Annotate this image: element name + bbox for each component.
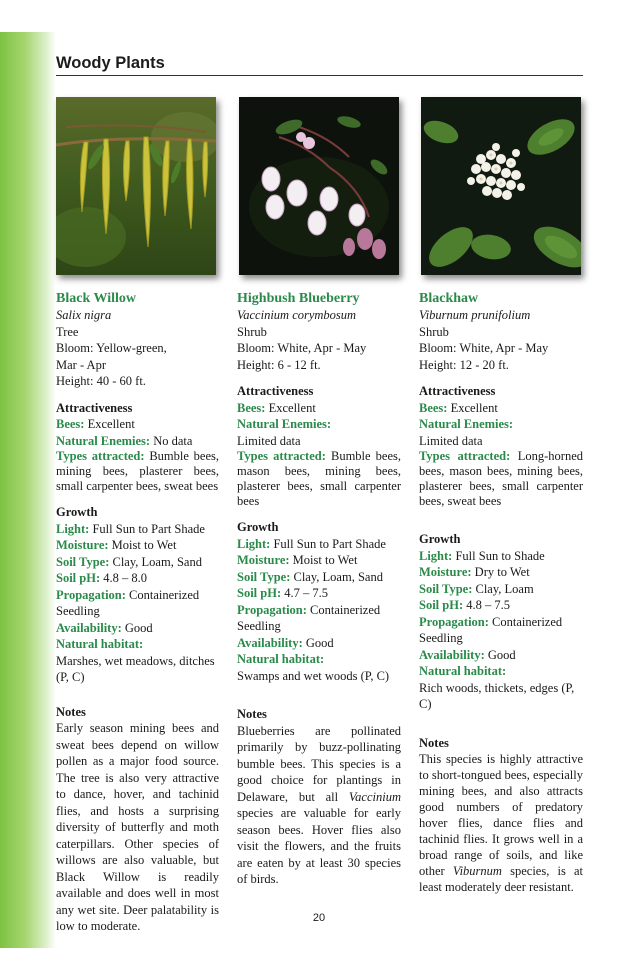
soil-ph-row bbox=[56, 570, 219, 587]
attractiveness-heading: Attractiveness bbox=[237, 384, 314, 398]
propagation-value: Containerized Seedling bbox=[56, 587, 200, 618]
light-label: Light: bbox=[237, 536, 271, 551]
moisture-label: Moisture: bbox=[237, 553, 290, 567]
soil-ph-value: 4.8 – 7.5 bbox=[466, 598, 510, 612]
light-row bbox=[56, 521, 219, 538]
green-side-band bbox=[0, 32, 56, 948]
soil-ph-row bbox=[419, 597, 583, 614]
soil-type-label: Soil Type: bbox=[237, 569, 291, 584]
moisture-value: Moist to Wet bbox=[111, 538, 177, 552]
availability-row bbox=[419, 647, 583, 664]
habitat-value: Swamps and wet woods (P, C) bbox=[237, 668, 390, 683]
propagation-label: Propagation: bbox=[56, 587, 126, 602]
plant-bloom-months: Mar - Apr bbox=[56, 357, 106, 372]
habitat-label: Natural habitat: bbox=[237, 652, 325, 666]
availability-label: Availability: bbox=[56, 620, 122, 635]
notes-genus: Viburnum bbox=[452, 864, 502, 878]
moisture-row bbox=[419, 564, 583, 581]
soil-type-value: Clay, Loam, Sand bbox=[293, 569, 383, 584]
black-willow-column bbox=[56, 290, 219, 935]
types-value: Bumble bees, mason bees, mining bees, plasterer bees, small carpenter bees bbox=[237, 449, 402, 508]
habitat-label: Natural habitat: bbox=[56, 637, 144, 651]
plant-type: Shrub bbox=[419, 324, 449, 339]
notes-heading: Notes bbox=[419, 735, 449, 750]
notes-text bbox=[237, 723, 401, 888]
soil-type-row bbox=[237, 569, 401, 586]
moisture-label: Moisture: bbox=[419, 565, 472, 579]
enemies-value: Limited data bbox=[237, 433, 301, 448]
plant-common-name: Black Willow bbox=[56, 291, 137, 306]
habitat-value: Marshes, wet meadows, ditches (P, C) bbox=[56, 653, 215, 684]
soil-ph-label: Soil pH: bbox=[237, 586, 282, 600]
moisture-value: Moist to Wet bbox=[292, 553, 358, 567]
propagation-row bbox=[419, 614, 583, 647]
soil-type-value: Clay, Loam bbox=[475, 581, 534, 596]
plant-height: Height: 40 - 60 ft. bbox=[56, 374, 146, 388]
blackhaw-column bbox=[419, 290, 583, 895]
page-header bbox=[56, 54, 583, 76]
propagation-row bbox=[237, 602, 401, 635]
types-label: Types attracted: bbox=[56, 449, 145, 463]
plant-bloom: Bloom: White, Apr - May bbox=[237, 341, 367, 355]
highbush-blueberry-photo bbox=[239, 97, 399, 275]
notes-text-part2: species, is at least moderately deer resistant. bbox=[419, 864, 584, 894]
bees-label: Bees: bbox=[237, 400, 266, 415]
types-row bbox=[419, 449, 583, 509]
enemies-value: Limited data bbox=[419, 433, 483, 448]
light-label: Light: bbox=[56, 521, 90, 536]
plant-scientific-name: Salix nigra bbox=[56, 308, 112, 322]
soil-type-label: Soil Type: bbox=[419, 581, 473, 596]
plant-bloom: Bloom: White, Apr - May bbox=[419, 341, 549, 355]
blackhaw-photo bbox=[421, 97, 581, 275]
soil-type-row bbox=[56, 554, 219, 571]
blueberry-flowers-image bbox=[239, 97, 399, 275]
attractiveness-heading: Attractiveness bbox=[56, 400, 133, 415]
enemies-label: Natural Enemies: bbox=[237, 417, 332, 431]
plant-common-name: Blackhaw bbox=[419, 291, 479, 306]
bees-value: Excellent bbox=[268, 400, 316, 415]
bees-row bbox=[237, 400, 401, 417]
availability-value: Good bbox=[487, 647, 516, 662]
availability-value: Good bbox=[124, 620, 153, 635]
plant-scientific-name: Viburnum prunifolium bbox=[419, 308, 531, 322]
moisture-row bbox=[237, 552, 401, 569]
plant-common-name: Highbush Blueberry bbox=[237, 291, 360, 306]
moisture-label: Moisture: bbox=[56, 538, 109, 552]
soil-type-label: Soil Type: bbox=[56, 554, 110, 569]
light-row bbox=[419, 548, 583, 565]
light-value: Full Sun to Shade bbox=[455, 548, 545, 563]
growth-heading: Growth bbox=[237, 520, 279, 534]
highbush-blueberry-column bbox=[237, 290, 401, 888]
soil-ph-value: 4.8 – 8.0 bbox=[103, 571, 147, 585]
bees-label: Bees: bbox=[56, 417, 85, 431]
availability-value: Good bbox=[305, 635, 334, 650]
types-label: Types attracted: bbox=[419, 449, 511, 463]
soil-type-row bbox=[419, 581, 583, 598]
growth-heading: Growth bbox=[419, 532, 461, 546]
plant-type: Tree bbox=[56, 324, 79, 339]
bees-row bbox=[56, 416, 219, 433]
propagation-label: Propagation: bbox=[419, 614, 489, 629]
notes-text-part1: Blueberries are pollinated primarily by buzz-pollinating bumble bees. This species is a good choice for plantings in Delaware, but all bbox=[237, 723, 401, 804]
light-value: Full Sun to Part Shade bbox=[273, 536, 386, 551]
propagation-label: Propagation: bbox=[237, 602, 307, 617]
soil-ph-label: Soil pH: bbox=[56, 571, 101, 585]
plant-scientific-name: Vaccinium corymbosum bbox=[237, 308, 357, 322]
habitat-value: Rich woods, thickets, edges (P, C) bbox=[419, 680, 575, 711]
willow-catkins-image bbox=[56, 97, 216, 275]
availability-row bbox=[56, 620, 219, 637]
notes-text bbox=[419, 751, 583, 895]
soil-ph-row bbox=[237, 585, 401, 602]
soil-ph-value: 4.7 – 7.5 bbox=[284, 586, 328, 600]
notes-text: Early season mining bees and sweat bees depend on willow pollen as a major food source. The tree is also very attractive to dance, hover, and tachinid flies, and hosts a surprising diversity of butterfly and moth caterpillars. Other species of willows are also valuable, but Black Willow is readily available and does well in most any wet site. Deer palatability is low to moderate. bbox=[56, 721, 219, 933]
notes-heading: Notes bbox=[56, 704, 86, 719]
plant-type: Shrub bbox=[237, 324, 267, 339]
blackhaw-flowers-image bbox=[421, 97, 581, 275]
types-row bbox=[56, 449, 219, 494]
propagation-value: Containerized Seedling bbox=[237, 602, 381, 633]
page-number: 20 bbox=[312, 912, 326, 924]
light-value: Full Sun to Part Shade bbox=[92, 521, 205, 536]
enemies-row bbox=[56, 433, 219, 450]
moisture-value: Dry to Wet bbox=[474, 565, 530, 579]
enemies-value: No data bbox=[153, 433, 193, 448]
habitat-label: Natural habitat: bbox=[419, 664, 507, 678]
plant-bloom: Bloom: Yellow-green, bbox=[56, 341, 167, 355]
plant-height: Height: 6 - 12 ft. bbox=[237, 357, 321, 372]
notes-heading: Notes bbox=[237, 707, 267, 721]
moisture-row bbox=[56, 537, 219, 554]
growth-heading: Growth bbox=[56, 505, 98, 519]
light-label: Light: bbox=[419, 548, 453, 563]
bees-label: Bees: bbox=[419, 400, 448, 415]
black-willow-photo bbox=[56, 97, 216, 275]
enemies-label: Natural Enemies: bbox=[419, 417, 514, 431]
types-value: Long-horned bees, mason bees, mining bees, plasterer bees, small carpenter bees, sweat bees bbox=[419, 449, 583, 508]
types-label: Types attracted: bbox=[237, 449, 326, 463]
section-title: Woody Plants bbox=[56, 54, 165, 72]
availability-row bbox=[237, 635, 401, 652]
availability-label: Availability: bbox=[237, 635, 303, 650]
types-row bbox=[237, 449, 401, 509]
notes-text-part2: species are valuable for early season bees. Hover flies also visit the flowers, and the fruits are eaten by at least 30 species of birds. bbox=[237, 806, 401, 886]
types-value: Bumble bees, mining bees, plasterer bees, small carpenter bees, sweat bees bbox=[56, 449, 219, 493]
bees-row bbox=[419, 400, 583, 417]
propagation-row bbox=[56, 587, 219, 620]
soil-type-value: Clay, Loam, Sand bbox=[112, 554, 202, 569]
notes-genus: Vaccinium bbox=[348, 789, 401, 804]
plant-height: Height: 12 - 20 ft. bbox=[419, 357, 509, 372]
attractiveness-heading: Attractiveness bbox=[419, 384, 496, 398]
availability-label: Availability: bbox=[419, 647, 485, 662]
notes-text-part1: This species is highly attractive to short-tongued bees, especially mining bees, and also attracts good numbers of predatory hover flies, dance flies and tachinid flies. It grows well in a broad range of soils, and like other bbox=[419, 752, 583, 878]
enemies-label: Natural Enemies: bbox=[56, 433, 151, 448]
bees-value: Excellent bbox=[87, 417, 135, 431]
light-row bbox=[237, 536, 401, 553]
propagation-value: Containerized Seedling bbox=[419, 614, 563, 645]
bees-value: Excellent bbox=[450, 400, 498, 415]
soil-ph-label: Soil pH: bbox=[419, 598, 464, 612]
